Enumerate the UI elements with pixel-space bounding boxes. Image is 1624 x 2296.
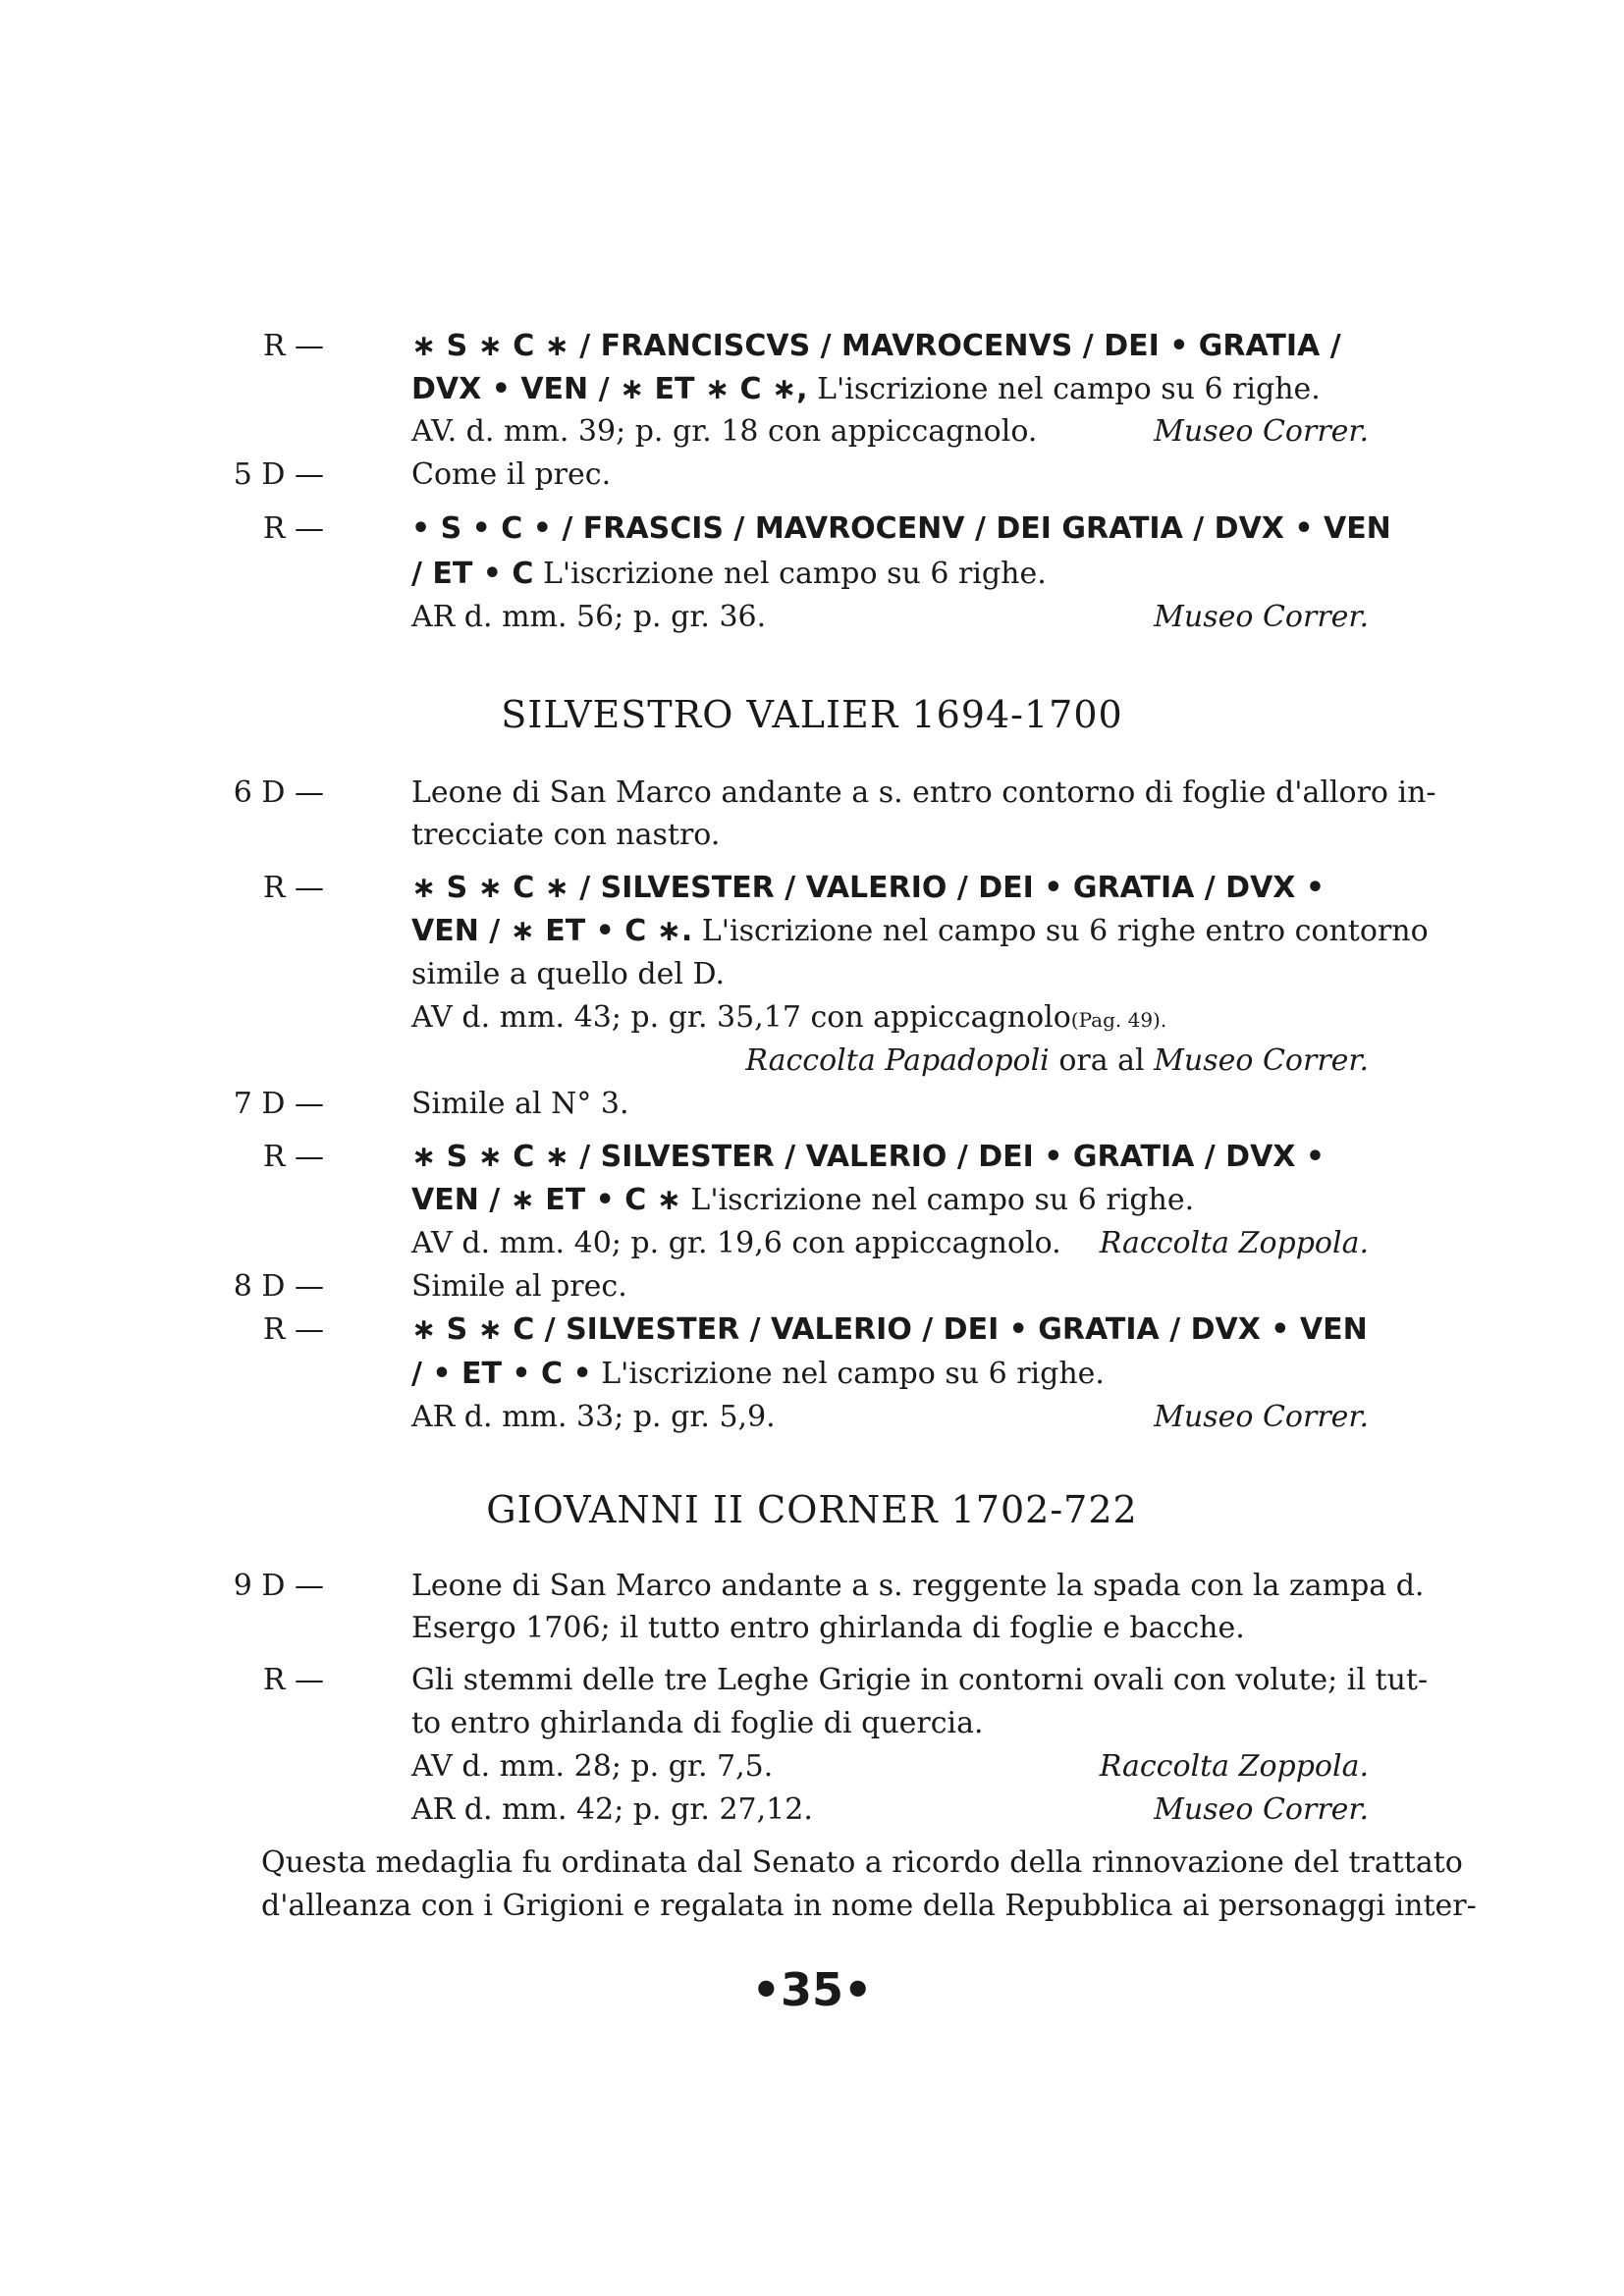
entry-5-d-line xyxy=(0,454,1624,497)
measurement: AV d. mm. 40; p. gr. 19,6 con appiccagnolo. xyxy=(411,1226,1061,1260)
reverse-inscription: ∗ S ∗ C ∗ / SILVESTER / VALERIO / DEI • GRATIA / DVX • xyxy=(411,871,1326,905)
r-label: R — xyxy=(262,871,324,905)
entry-7-r-line-2 xyxy=(0,1179,1624,1222)
d-label: 8 D — xyxy=(233,1269,324,1304)
paragraph-text-cont: d'alleanza con i Grigioni e regalata in nome della Repubblica ai personaggi inter- xyxy=(261,1889,1477,1923)
entry-6-source-line xyxy=(411,1040,1369,1083)
measurement: AV. d. mm. 39; p. gr. 18 con appiccagnolo. xyxy=(411,414,1038,449)
measurement: AR d. mm. 33; p. gr. 5,9. xyxy=(411,1400,776,1434)
source-collection: Museo Correr. xyxy=(1154,600,1369,634)
source-collection: Raccolta Zoppola. xyxy=(1099,1226,1369,1260)
reverse-description: L'iscrizione nel campo su 6 righe. xyxy=(680,1183,1195,1217)
entry-4-measure-line xyxy=(411,410,1369,454)
entry-4-r-line-1 xyxy=(0,325,1624,368)
entry-5-r-line-2 xyxy=(0,553,1624,596)
entry-5-r-line-1 xyxy=(0,507,1624,551)
reverse-inscription-cont: VEN / ∗ ET • C ∗. xyxy=(411,914,693,948)
source-collection: Raccolta Zoppola. xyxy=(1099,1749,1369,1784)
entry-8-r-line-1 xyxy=(0,1308,1624,1352)
obverse-description: Leone di San Marco andante a s. entro contorno di foglie d'alloro in- xyxy=(411,775,1436,810)
obverse-description-cont: Esergo 1706; il tutto entro ghirlanda di foglie e bacche. xyxy=(411,1611,1245,1645)
entry-8-measure-line xyxy=(411,1396,1369,1439)
reverse-description: L'iscrizione nel campo su 6 righe. xyxy=(807,372,1321,406)
reverse-description-cont: simile a quello del D. xyxy=(411,957,726,991)
page-number: •35• xyxy=(751,1963,873,2016)
paragraph-line-2 xyxy=(261,1885,1477,1928)
obverse-description-cont: trecciate con nastro. xyxy=(411,818,721,852)
entry-7-r-line-1 xyxy=(0,1136,1624,1179)
entry-9-measure-line-2 xyxy=(411,1789,1369,1832)
obverse-description: Simile al prec. xyxy=(411,1269,627,1304)
d-label: 5 D — xyxy=(233,457,324,492)
page-reference: (Pag. 49). xyxy=(1070,1008,1167,1032)
d-label: 6 D — xyxy=(233,775,324,810)
section-heading-valier: SILVESTRO VALIER 1694-1700 xyxy=(501,693,1123,736)
reverse-description: L'iscrizione nel campo su 6 righe. xyxy=(591,1357,1105,1391)
r-label: R — xyxy=(262,1312,324,1347)
reverse-description-cont: to entro ghirlanda di foglie di quercia. xyxy=(411,1706,984,1740)
entry-6-d-line-2 xyxy=(0,814,1624,857)
entry-7-measure-line xyxy=(411,1222,1369,1265)
source-collection: Museo Correr. xyxy=(1154,1043,1369,1078)
entry-6-r-line-1 xyxy=(0,867,1624,910)
measurement: AV d. mm. 28; p. gr. 7,5. xyxy=(411,1749,774,1784)
obverse-description: Leone di San Marco andante a s. reggente la spada con la zampa d. xyxy=(411,1569,1425,1603)
reverse-inscription-cont: / ET • C xyxy=(411,557,534,591)
reverse-inscription-cont: DVX • VEN / ∗ ET ∗ C ∗, xyxy=(411,372,808,406)
reverse-description: Gli stemmi delle tre Leghe Grigie in contorni ovali con volute; il tut- xyxy=(411,1663,1429,1697)
d-label: 9 D — xyxy=(233,1569,324,1603)
reverse-inscription-cont: VEN / ∗ ET • C ∗ xyxy=(411,1183,681,1217)
reverse-inscription: • S • C • / FRASCIS / MAVROCENV / DEI GRATIA / DVX • VEN xyxy=(411,511,1391,546)
reverse-inscription-cont: / • ET • C • xyxy=(411,1357,592,1391)
section-heading-corner: GIOVANNI II CORNER 1702-722 xyxy=(486,1488,1138,1531)
source-collection: Museo Correr. xyxy=(1154,414,1369,449)
reverse-description: L'iscrizione nel campo su 6 righe entro contorno xyxy=(692,914,1429,948)
entry-8-d-line xyxy=(0,1265,1624,1308)
obverse-description: Come il prec. xyxy=(411,457,612,492)
d-label: 7 D — xyxy=(233,1087,324,1121)
entry-9-r-line-1 xyxy=(0,1659,1624,1702)
r-label: R — xyxy=(262,511,324,546)
entry-5-measure-line xyxy=(411,596,1369,639)
entry-4-r-line-2 xyxy=(0,368,1624,411)
entry-9-r-line-2 xyxy=(0,1702,1624,1745)
source-connector: ora al xyxy=(1049,1043,1155,1078)
reverse-inscription: ∗ S ∗ C ∗ / FRANCISCVS / MAVROCENVS / DEI • GRATIA / xyxy=(411,329,1341,363)
reverse-description: L'iscrizione nel campo su 6 righe. xyxy=(533,557,1047,591)
entry-9-measure-line-1 xyxy=(411,1745,1369,1789)
entry-9-d-line-1 xyxy=(0,1565,1624,1608)
entry-6-r-line-2 xyxy=(0,910,1624,953)
measurement: AR d. mm. 42; p. gr. 27,12. xyxy=(411,1792,813,1827)
r-label: R — xyxy=(262,329,324,363)
source-collection: Museo Correr. xyxy=(1154,1792,1369,1827)
r-label: R — xyxy=(262,1663,324,1697)
entry-7-d-line xyxy=(0,1083,1624,1126)
entry-9-d-line-2 xyxy=(0,1607,1624,1650)
obverse-description: Simile al N° 3. xyxy=(411,1087,629,1121)
entry-8-r-line-2 xyxy=(0,1353,1624,1396)
entry-6-d-line-1 xyxy=(0,772,1624,815)
paragraph-text: Questa medaglia fu ordinata dal Senato a ricordo della rinnovazione del trattato xyxy=(261,1845,1463,1880)
measurement: AV d. mm. 43; p. gr. 35,17 con appiccagnolo xyxy=(411,1000,1071,1035)
entry-6-r-line-3 xyxy=(0,953,1624,996)
reverse-inscription: ∗ S ∗ C ∗ / SILVESTER / VALERIO / DEI • GRATIA / DVX • xyxy=(411,1140,1326,1174)
source-collection-origin: Raccolta Papadopoli xyxy=(745,1043,1050,1078)
paragraph-line-1 xyxy=(261,1842,1463,1885)
measurement: AR d. mm. 56; p. gr. 36. xyxy=(411,600,767,634)
r-label: R — xyxy=(262,1140,324,1174)
entry-6-measure-line xyxy=(0,996,1624,1040)
source-collection: Museo Correr. xyxy=(1154,1400,1369,1434)
reverse-inscription: ∗ S ∗ C / SILVESTER / VALERIO / DEI • GRATIA / DVX • VEN xyxy=(411,1312,1368,1347)
